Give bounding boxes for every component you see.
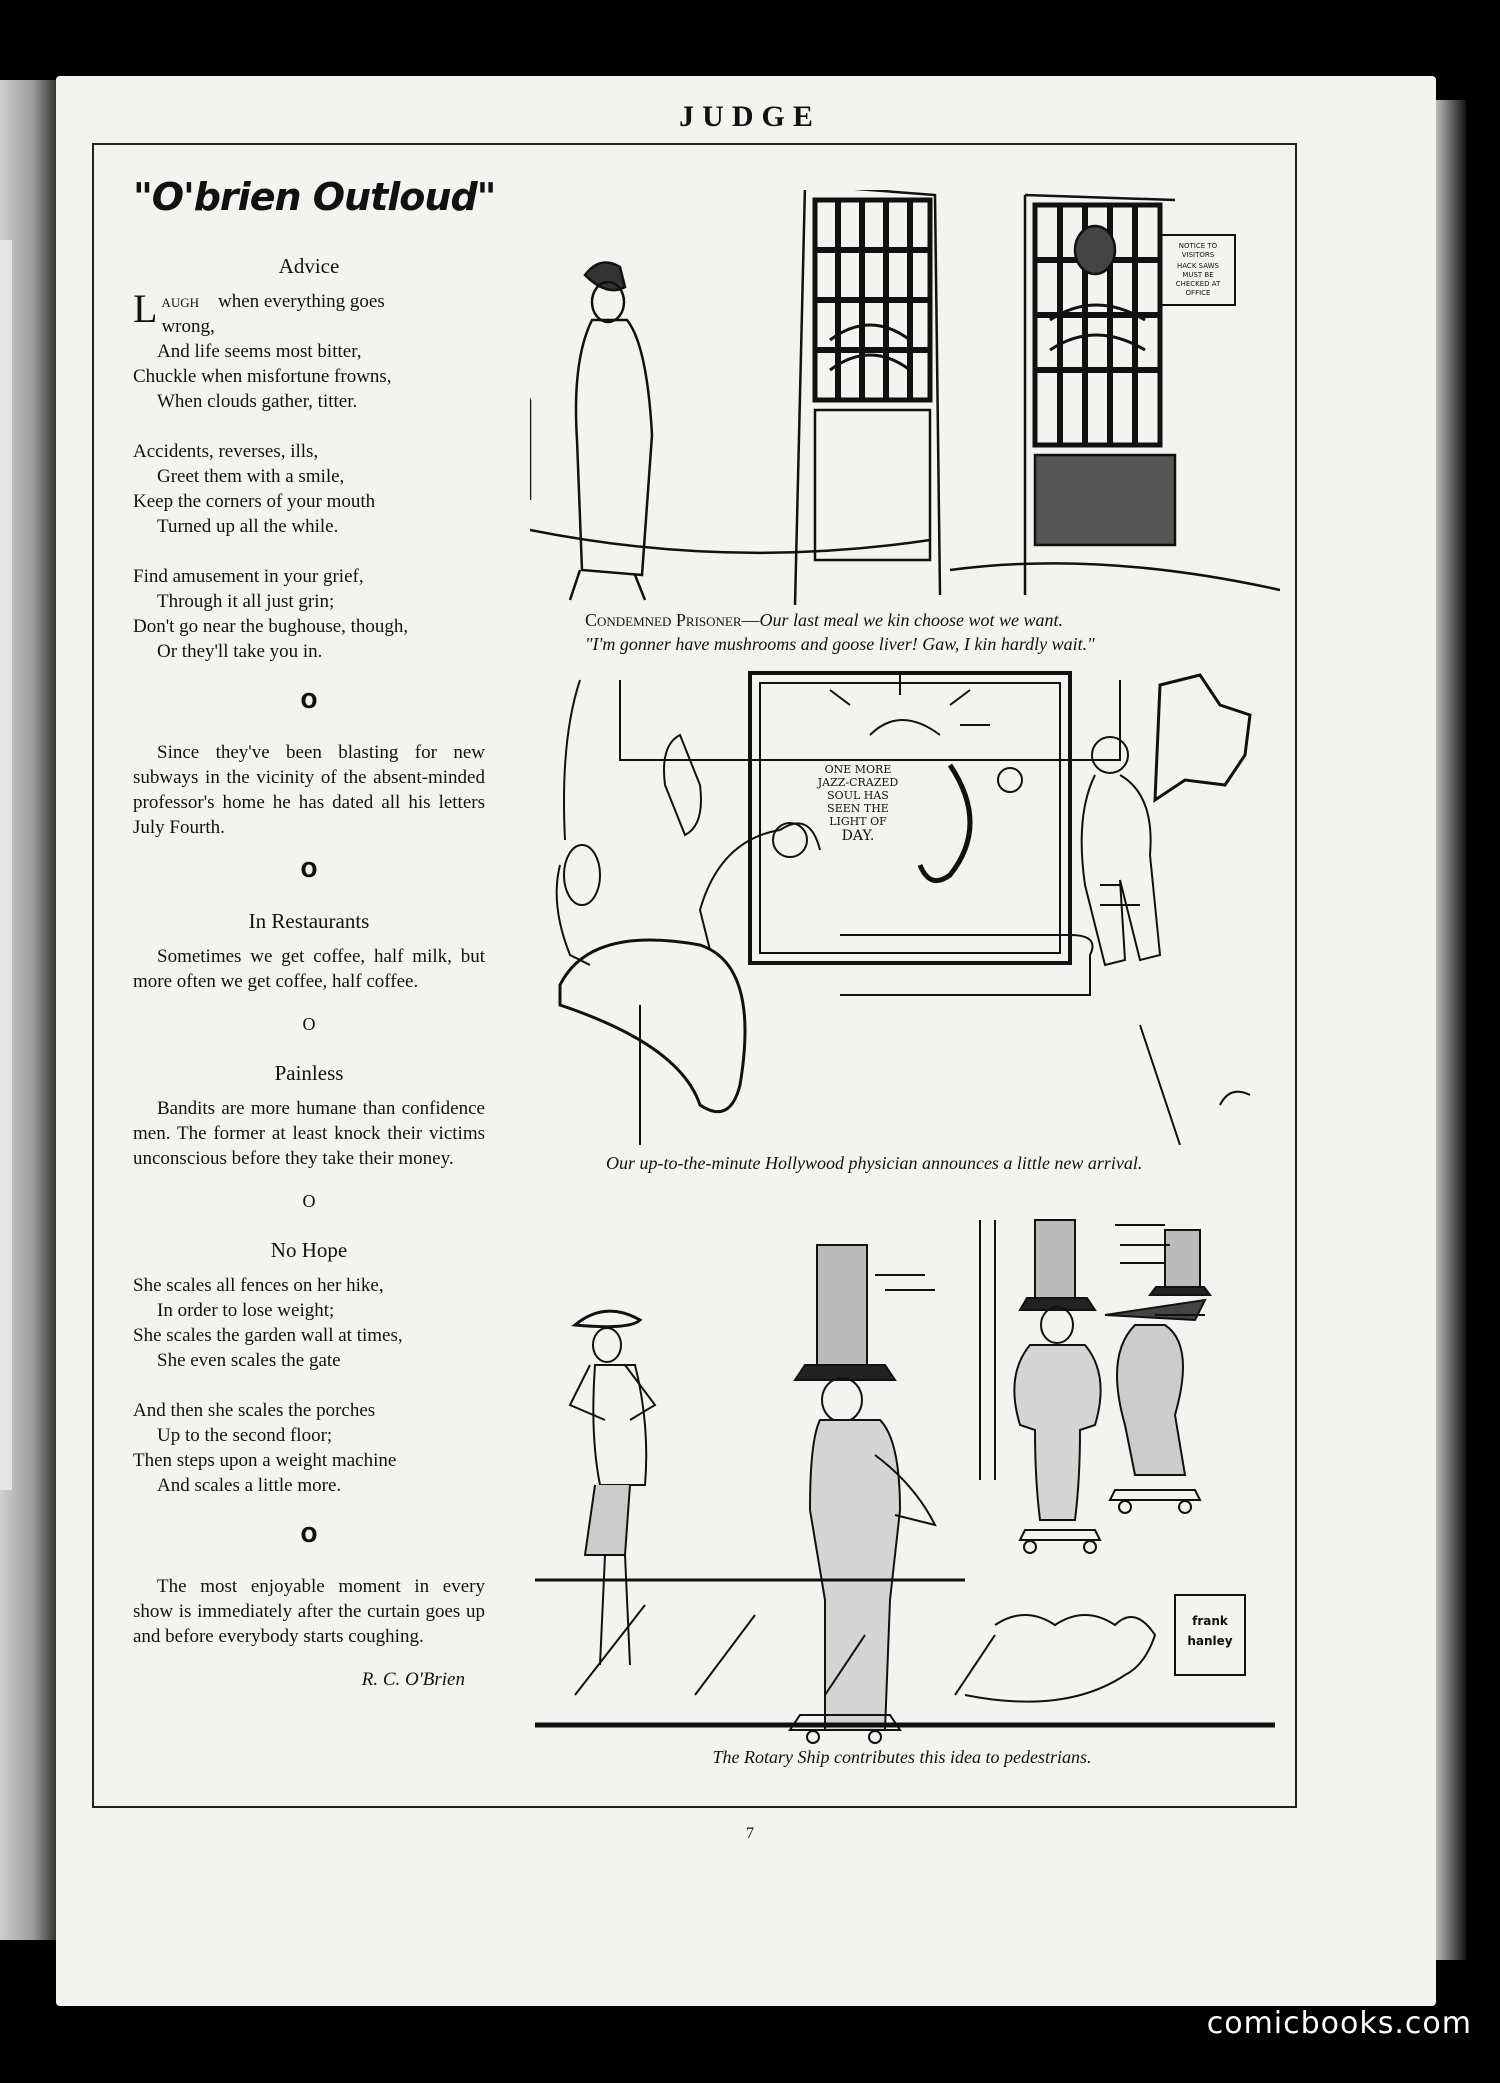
poem-line: Through it all just grin; [157, 591, 335, 612]
poem-line: She scales all fences on her hike, [133, 1275, 384, 1296]
poem-line: Keep the corners of your mouth [133, 491, 376, 512]
screen-text: LIGHT OF [829, 815, 887, 828]
sign-text: VISITORS [1181, 251, 1215, 259]
sign-text: OFFICE [1185, 289, 1211, 297]
screen-text: JAZZ-CRAZED [817, 776, 899, 789]
poem-line: She even scales the gate [157, 1350, 341, 1371]
caption-text: The Rotary Ship contributes this idea to pedestrians. [712, 1747, 1092, 1767]
section-separator: O [302, 1014, 316, 1034]
sign-text: MUST BE [1182, 271, 1214, 279]
poem-line: Or they'll take you in. [157, 641, 323, 662]
artist-signature: frank [1192, 1614, 1228, 1628]
poem-line: Greet them with a smile, [157, 466, 345, 487]
restaurants-paragraph: Sometimes we get coffee, half milk, but more often we get coffee, half coffee. [133, 946, 485, 992]
obrien-column [133, 175, 496, 1692]
magazine-title: JUDGE [679, 100, 821, 133]
poem-line: And life seems most bitter, [157, 341, 362, 362]
restaurants-title: In Restaurants [248, 909, 370, 933]
sign-text: CHECKED AT [1175, 280, 1221, 288]
poem-line: When clouds gather, titter. [157, 391, 358, 412]
section-separator: O [302, 1191, 316, 1211]
advice-title: Advice [278, 254, 340, 278]
caption-lead: Condemned Prisoner— [585, 610, 760, 630]
section-separator: O [300, 689, 318, 713]
physician-cartoon [540, 665, 1270, 1145]
advice-stanza-3 [133, 564, 485, 664]
adjacent-page-edge [0, 80, 56, 1940]
poem-line: Chuckle when misfortune frowns, [133, 366, 392, 387]
poem-line: Up to the second floor; [157, 1425, 333, 1446]
no-hope-stanza-1 [133, 1273, 485, 1373]
no-hope-stanza-2 [133, 1398, 485, 1498]
poem-line: And then she scales the porches [133, 1400, 376, 1421]
poem-line: Then steps upon a weight machine [133, 1450, 397, 1471]
poem-line-text: when everything goes [218, 291, 385, 312]
painless-title: Painless [274, 1061, 344, 1085]
sign-text: NOTICE TO [1178, 242, 1218, 250]
poem-line: Find amusement in your grief, [133, 566, 364, 587]
prisoner-caption [585, 608, 1235, 656]
physician-caption [568, 1151, 1233, 1175]
screen-text: SOUL HAS [827, 789, 889, 802]
poem-line: She scales the garden wall at times, [133, 1325, 403, 1346]
poem-line: Don't go near the bughouse, though, [133, 616, 409, 637]
screen-text: ONE MORE [824, 763, 892, 776]
rotary-caption [552, 1745, 1252, 1769]
screen-text: DAY. [841, 828, 875, 844]
advice-stanza-1 [133, 286, 485, 414]
subway-paragraph: Since they've been blasting for new subways in the vicinity of the absent-minded professor's home he has dated all his letters July Fourth. [133, 742, 485, 838]
sign-text: HACK SAWS [1177, 262, 1219, 270]
page-number: 7 [746, 1825, 754, 1842]
no-hope-title: No Hope [270, 1238, 348, 1262]
poem-line: In order to lose weight; [157, 1300, 335, 1321]
poem-line: wrong, [161, 316, 215, 337]
author-signature: R. C. O'Brien [361, 1669, 465, 1690]
caption-text: Our last meal we kin choose wot we want. [759, 610, 1064, 630]
adjacent-page-paper [0, 240, 12, 1490]
artist-signature: hanley [1187, 1634, 1233, 1648]
poem-line: Turned up all the while. [157, 516, 339, 537]
first-word: augh [161, 291, 199, 312]
advice-stanza-2 [133, 439, 485, 539]
caption-text: Our up-to-the-minute Hollywood physician announces a little new arrival. [606, 1153, 1143, 1173]
watermark-text: comicbooks.com [1206, 2006, 1472, 2041]
rotary-cartoon [535, 1215, 1275, 1745]
painless-paragraph: Bandits are more humane than confidence men. The former at least knock their victims unconscious before they take their money. [133, 1098, 485, 1169]
drop-cap: L [133, 286, 158, 331]
screen-text: SEEN THE [827, 802, 889, 815]
poem-line: Accidents, reverses, ills, [133, 441, 319, 462]
section-separator: O [300, 1523, 318, 1547]
caption-text: "I'm gonner have mushrooms and goose liver! Gaw, I kin hardly wait." [585, 634, 1095, 654]
section-separator: O [300, 858, 318, 882]
page-stack-edge [1436, 100, 1466, 1960]
prisoner-cartoon [530, 190, 1280, 610]
closing-paragraph: The most enjoyable moment in every show is immediately after the curtain goes up and before everybody starts coughing. [133, 1576, 485, 1647]
column-title: "O'brien Outloud" [133, 175, 496, 219]
poem-line: And scales a little more. [157, 1475, 342, 1496]
